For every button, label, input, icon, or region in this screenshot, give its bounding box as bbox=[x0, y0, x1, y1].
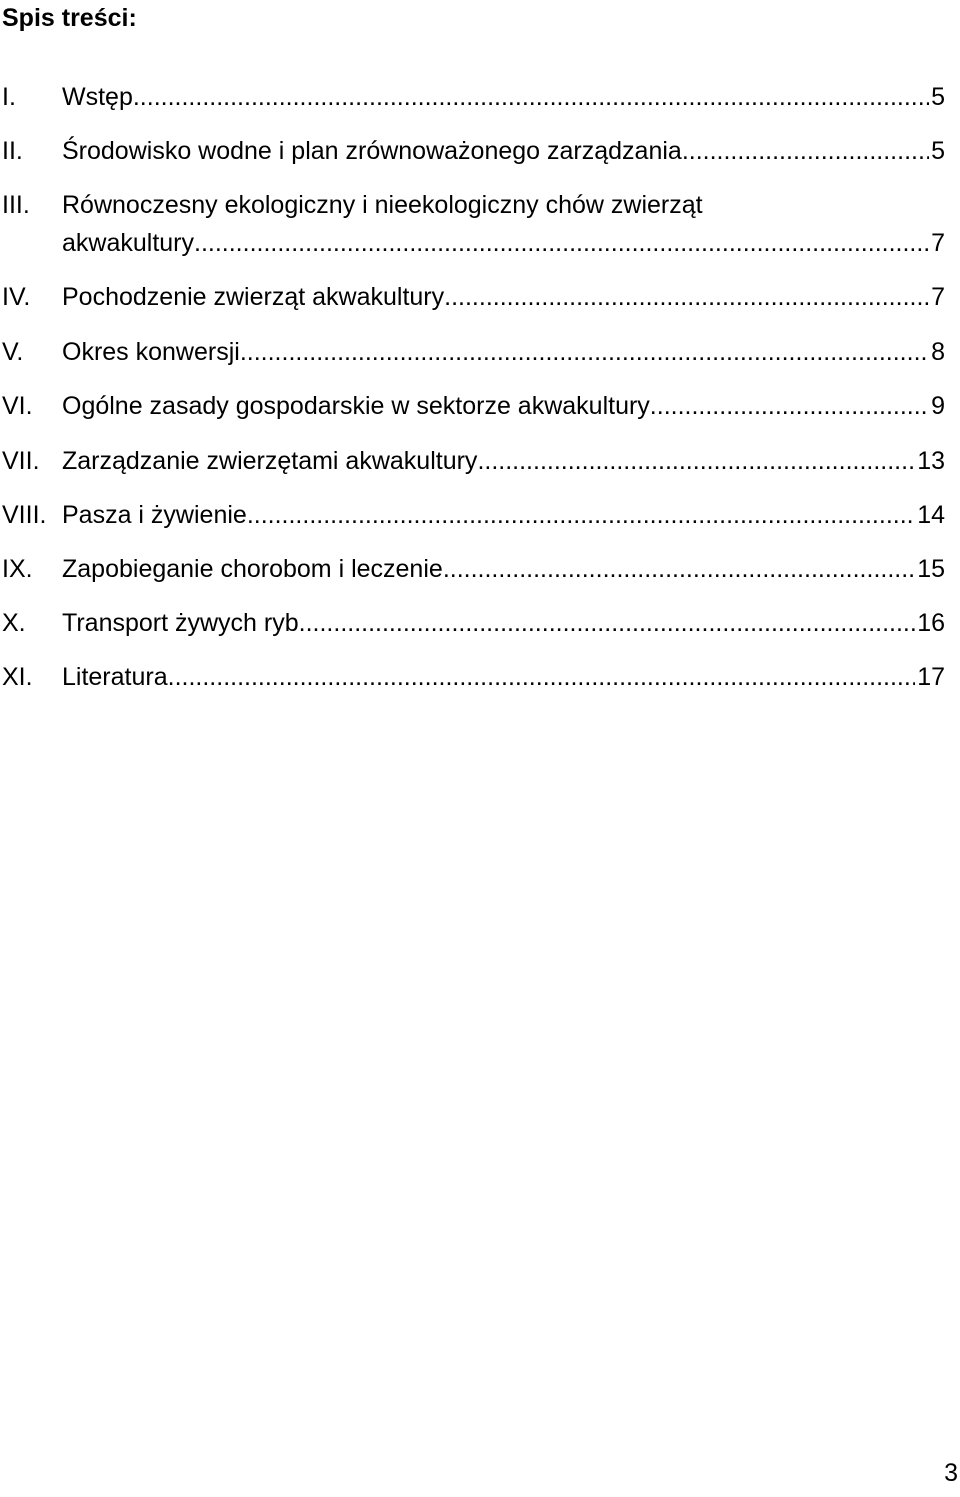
toc-entry-title: Literatura bbox=[62, 663, 168, 691]
toc-entry-number: VII. bbox=[2, 447, 40, 475]
toc-entry-title: Pasza i żywienie bbox=[62, 501, 247, 529]
toc-entry-page: 13 bbox=[917, 447, 945, 475]
toc-entry-page: 5 bbox=[931, 137, 945, 165]
toc-entry-title: Okres konwersji bbox=[62, 338, 240, 366]
toc-entry-page: 17 bbox=[917, 663, 945, 691]
toc-entry-2[interactable] bbox=[0, 135, 945, 167]
dot-leader bbox=[168, 661, 916, 693]
toc-entry-number: IV. bbox=[2, 283, 31, 311]
page-number: 3 bbox=[944, 1459, 958, 1487]
dot-leader bbox=[682, 135, 929, 167]
toc-entry-number: I. bbox=[2, 83, 16, 111]
toc-entry-page: 14 bbox=[917, 501, 945, 529]
dot-leader bbox=[299, 607, 916, 639]
toc-entry-title: Środowisko wodne i plan zrównoważonego zarządzania bbox=[62, 137, 682, 165]
dot-leader bbox=[240, 336, 929, 368]
toc-entry-number: VIII. bbox=[2, 501, 47, 529]
toc-entry-8[interactable] bbox=[0, 499, 945, 531]
toc-entry-5[interactable] bbox=[0, 336, 945, 368]
toc-entry-title: akwakultury bbox=[62, 229, 194, 257]
toc-entry-page: 15 bbox=[917, 555, 945, 583]
toc-entry-6[interactable] bbox=[0, 390, 945, 422]
toc-entry-page: 9 bbox=[931, 392, 945, 420]
toc-entry-number: XI. bbox=[2, 663, 33, 691]
toc-entry-title: Transport żywych ryb bbox=[62, 609, 299, 637]
toc-entry-1[interactable] bbox=[0, 81, 945, 113]
toc-entry-number: II. bbox=[2, 137, 23, 165]
toc-entry-11[interactable] bbox=[0, 661, 945, 693]
toc-entry-4[interactable] bbox=[0, 281, 945, 313]
toc-entry-number: VI. bbox=[2, 392, 33, 420]
toc-entry-page: 16 bbox=[917, 609, 945, 637]
toc-entry-page: 7 bbox=[931, 283, 945, 311]
toc-entry-7[interactable] bbox=[0, 445, 945, 477]
toc-entry-title: Wstęp bbox=[62, 83, 133, 111]
toc-entry-title: Ogólne zasady gospodarskie w sektorze akwakultury bbox=[62, 392, 650, 420]
toc-entry-10[interactable] bbox=[0, 607, 945, 639]
toc-entry-title-line1: Równoczesny ekologiczny i nieekologiczny chów zwierząt bbox=[62, 191, 703, 219]
toc-entry-page: 8 bbox=[931, 338, 945, 366]
toc-entry-page: 7 bbox=[931, 229, 945, 257]
toc-entry-number: X. bbox=[2, 609, 26, 637]
dot-leader bbox=[477, 445, 915, 477]
toc-entry-number: V. bbox=[2, 338, 24, 366]
dot-leader bbox=[444, 281, 929, 313]
toc-entry-title: Zapobieganie chorobom i leczenie bbox=[62, 555, 443, 583]
dot-leader bbox=[194, 227, 929, 259]
dot-leader bbox=[650, 390, 929, 422]
toc-entry-9[interactable] bbox=[0, 553, 945, 585]
toc-entry-title: Zarządzanie zwierzętami akwakultury bbox=[62, 447, 478, 475]
toc-entry-3[interactable] bbox=[0, 189, 945, 264]
dot-leader bbox=[247, 499, 915, 531]
toc-entry-page: 5 bbox=[931, 83, 945, 111]
toc-entry-number: IX. bbox=[2, 555, 33, 583]
dot-leader bbox=[443, 553, 915, 585]
toc-entry-title: Pochodzenie zwierząt akwakultury bbox=[62, 283, 445, 311]
dot-leader bbox=[133, 81, 929, 113]
toc-entry-number: III. bbox=[2, 191, 30, 219]
toc-title: Spis treści: bbox=[2, 4, 137, 32]
